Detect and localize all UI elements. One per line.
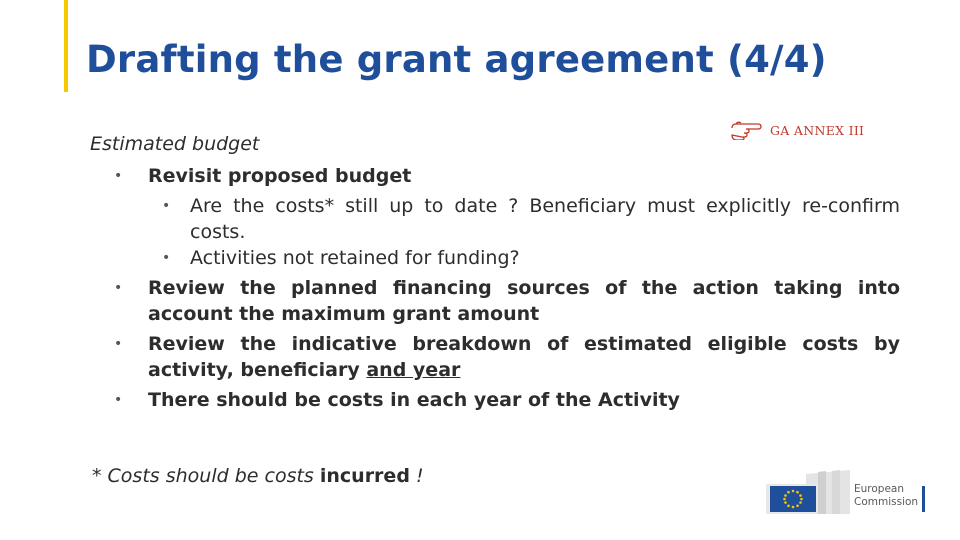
bullet-list	[110, 163, 900, 417]
bullet-icon: •	[162, 198, 171, 214]
list-item	[110, 163, 900, 189]
european-commission-logo	[766, 468, 926, 516]
footnote	[92, 465, 424, 487]
list-item-text: Review the indicative breakdown of estimated eligible costs by activity, beneficiary	[148, 333, 900, 381]
list-item-text: Review the planned financing sources of the action taking into account the maximum grant amount	[148, 277, 900, 325]
list-item	[110, 275, 900, 327]
list-item	[110, 387, 900, 413]
pointing-hand-icon	[730, 120, 764, 140]
list-item	[110, 331, 900, 383]
logo-line-european: European	[854, 483, 905, 495]
section-subtitle: Estimated budget	[90, 133, 260, 155]
underlined-text: and year	[366, 359, 461, 381]
footnote-end: !	[409, 465, 424, 487]
sub-list-item-text: Activities not retained for funding?	[190, 247, 520, 269]
bullet-icon: •	[114, 392, 123, 408]
bullet-icon: •	[162, 250, 171, 266]
sub-list-item-text: Are the costs* still up to date ? Beneficiary must explicitly re-confirm costs.	[190, 195, 900, 243]
annex-reference	[730, 120, 864, 140]
footnote-text: * Costs should be costs	[92, 465, 320, 487]
sub-list-item	[148, 193, 900, 245]
title-accent-bar	[64, 0, 68, 92]
bullet-icon: •	[114, 280, 123, 296]
logo-divider	[922, 486, 925, 512]
logo-text	[854, 483, 918, 509]
sub-list-item	[148, 245, 900, 271]
list-item-text: Revisit proposed budget	[148, 165, 412, 187]
bullet-icon: •	[114, 168, 123, 184]
slide-title: Drafting the grant agreement (4/4)	[86, 38, 827, 81]
footnote-emphasis: incurred	[319, 465, 410, 487]
eu-flag-icon	[766, 468, 852, 516]
bullet-icon: •	[114, 336, 123, 352]
list-item-text: There should be costs in each year of the Activity	[148, 389, 680, 411]
annex-reference-text: GA ANNEX III	[770, 122, 865, 138]
logo-line-commission: Commission	[854, 496, 919, 508]
